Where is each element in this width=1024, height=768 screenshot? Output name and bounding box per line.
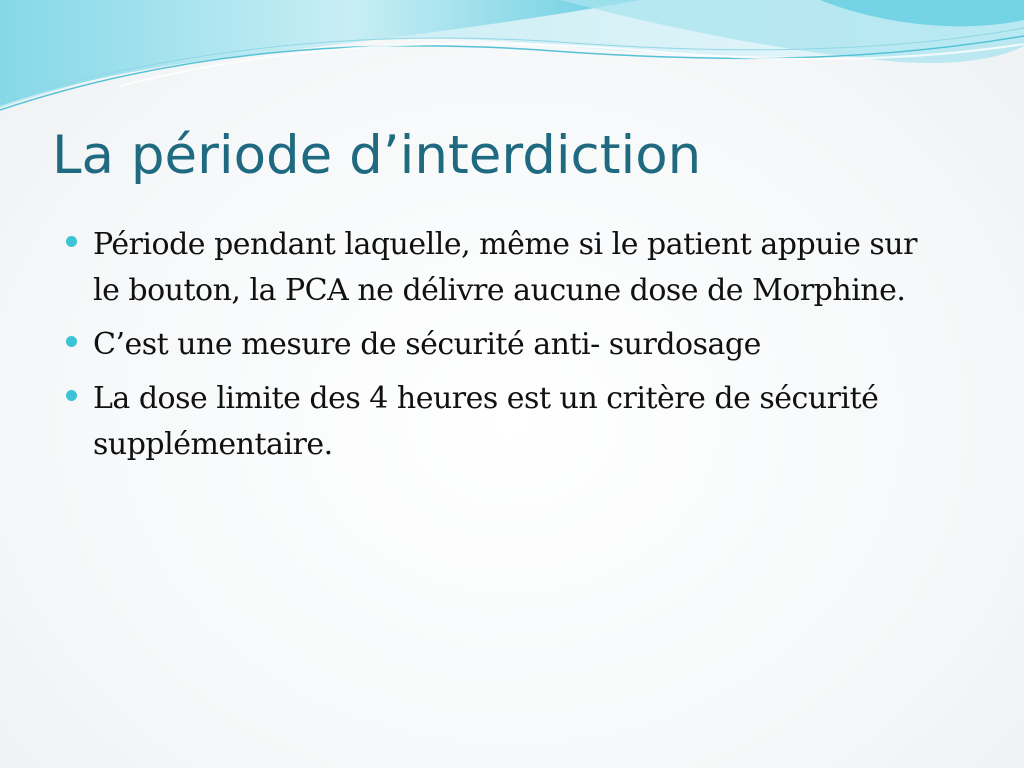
bullet-text: C’est une mesure de sécurité anti- surdosage (93, 327, 761, 362)
bullet-dot-icon (66, 336, 77, 347)
bullet-text: Période pendant laquelle, même si le patient appuie sur le bouton, la PCA ne délivre aucune dose de Morphine. (93, 227, 917, 308)
bullet-item (66, 376, 946, 468)
wave-banner-icon (0, 0, 1024, 130)
bullet-item (66, 222, 946, 314)
bullet-dot-icon (66, 390, 77, 401)
slide-title: La période d’interdiction (52, 125, 702, 186)
bullet-dot-icon (66, 236, 77, 247)
bullet-item (66, 322, 946, 368)
bullet-text: La dose limite des 4 heures est un critère de sécurité supplémentaire. (93, 381, 879, 462)
bullet-list (66, 222, 946, 476)
